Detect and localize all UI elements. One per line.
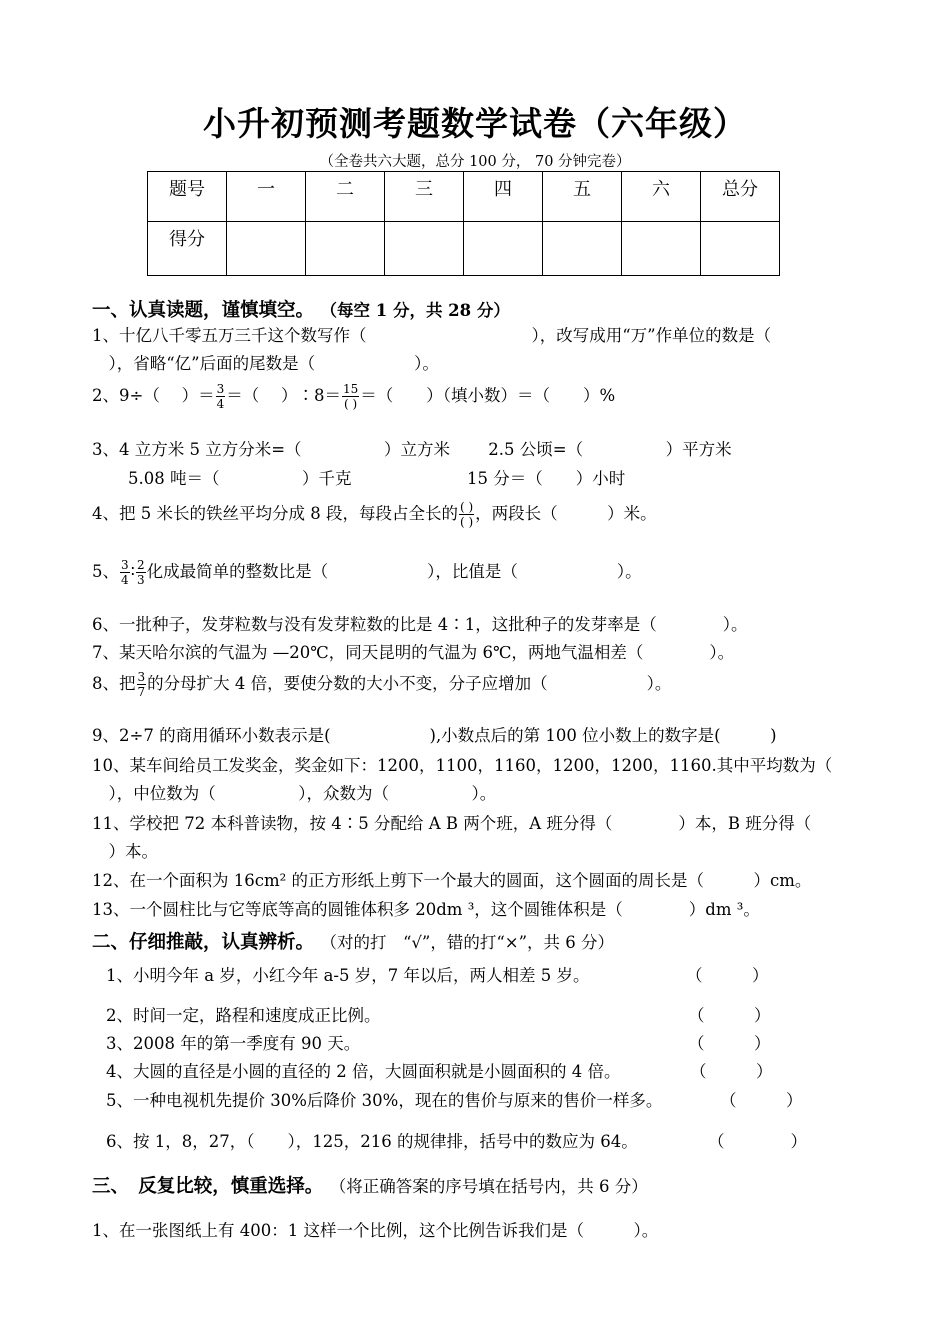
question-9: 9、2÷7 的商用循环小数表示是( ),小数点后的第 100 位小数上的数字是( ) [92,726,777,745]
fraction-denominator: ( ) [344,397,358,411]
fraction [136,558,146,587]
fraction-numerator: 3 [137,670,146,684]
score-header-cell: 题号 [148,172,227,222]
score-table-score-row [148,222,780,276]
fraction-numerator: 2 [136,558,145,572]
ratio-colon: ∶ [130,562,135,581]
question-2-part: 2、9÷（ ）＝ [92,386,215,405]
score-cell[interactable] [543,222,622,276]
question-10-line-2: ），中位数为（ ），众数为（ ）。 [92,784,497,803]
score-header-cell: 四 [464,172,543,222]
question-7: 7、某天哈尔滨的气温为 —20℃，同天昆明的气温为 6℃，两地气温相差（ ）。 [92,643,735,662]
score-cell[interactable] [622,222,701,276]
question-13: 13、一个圆柱比与它等底等高的圆锥体积多 20dm ³，这个圆锥体积是（ ）dm ³。 [92,900,760,919]
answer-blank[interactable]: （ ） [688,1034,771,1053]
question-3-line-2: 5.08 吨＝（ ）千克 15 分＝（ ）小时 [128,469,626,488]
fraction-denominator: 4 [216,397,225,411]
question-12: 12、在一个面积为 16cm² 的正方形纸上剪下一个最大的圆面，这个圆面的周长是（ ）cm。 [92,871,812,890]
question-11-line-2: ）本。 [92,842,158,861]
score-header-cell: 总分 [701,172,780,222]
judge-item-5: 5、一种电视机先提价 30%后降价 30%，现在的售价与原来的售价一样多。 [106,1091,663,1110]
judge-item-3: 3、2008 年的第一季度有 90 天。 [106,1034,361,1053]
score-cell[interactable] [306,222,385,276]
answer-blank[interactable]: （ ） [720,1091,803,1110]
section-2-heading [92,928,614,954]
fraction-denominator: ( ) [459,515,474,529]
question-2-part: ＝（ ）（填小数）＝（ ）% [360,386,616,405]
fraction [459,500,474,529]
section-3-heading [92,1172,648,1198]
fraction-denominator: 7 [137,685,146,699]
section-2-note: （对的打 “√”，错的打“×”，共 6 分） [320,933,615,952]
question-8 [92,670,671,699]
answer-blank[interactable]: （ ） [688,1006,771,1025]
fraction-numerator: 3 [216,382,225,396]
question-4-part: 4、把 5 米长的铁丝平均分成 8 段，每段占全长的 [92,504,458,523]
fraction-numerator: ( ) [459,500,474,514]
score-table-header-row [148,172,780,222]
fraction-numerator: 15 [342,382,359,396]
score-cell[interactable] [385,222,464,276]
question-5-part: 化成最简单的整数比是（ ），比值是（ ）。 [146,562,642,581]
score-cell[interactable] [464,222,543,276]
score-table [147,171,780,276]
score-header-cell: 二 [306,172,385,222]
answer-blank[interactable]: （ ） [690,1062,773,1081]
section-1-heading [92,296,510,322]
question-8-part: 8、把 [92,674,136,693]
judge-item-2: 2、时间一定，路程和速度成正比例。 [106,1006,381,1025]
score-row-label: 得分 [148,222,227,276]
question-6: 6、一批种子，发芽粒数与没有发芽粒数的比是 4∶1，这批种子的发芽率是（ ）。 [92,615,748,634]
question-3-line-1: 3、4 立方米 5 立方分米=（ ）立方米 2.5 公顷=（ ）平方米 [92,440,732,459]
section-2-title: 二、仔细推敲，认真辨析。 [92,932,315,953]
score-cell[interactable] [227,222,306,276]
fraction-denominator: 4 [121,573,129,587]
score-cell[interactable] [701,222,780,276]
question-2-part: ＝（ ）∶8＝ [226,386,341,405]
score-header-cell: 三 [385,172,464,222]
answer-blank[interactable]: （ ） [708,1132,807,1151]
section-1-title: 一、认真读题，谨慎填空。 [92,300,315,321]
fraction [216,382,226,411]
exam-info: （全卷共六大题，总分 100 分， 70 分钟完卷） [319,154,631,170]
section-3-note: （将正确答案的序号填在括号内，共 6 分） [329,1177,648,1196]
question-11-line-1: 11、学校把 72 本科普读物，按 4∶5 分配给 A B 两个班，A 班分得（ ）本，B 班分得（ [92,814,812,833]
question-8-part: 的分母扩大 4 倍，要使分数的大小不变，分子应增加（ ）。 [147,674,672,693]
fraction-numerator: 3 [121,558,129,572]
question-4-part: ，两段长（ ）米。 [475,504,657,523]
fraction [120,558,130,587]
question-5-part: 5、 [92,562,119,581]
question-5 [92,558,642,587]
score-header-cell: 五 [543,172,622,222]
answer-blank[interactable]: （ ） [686,966,769,985]
score-header-cell: 一 [227,172,306,222]
question-2 [92,382,615,411]
fraction [137,670,147,699]
judge-item-1: 1、小明今年 a 岁，小红今年 a-5 岁，7 年以后，两人相差 5 岁。 [106,966,590,985]
question-1-line-1: 1、十亿八千零五万三千这个数写作（ ），改写成用“万”作单位的数是（ [92,326,772,345]
fraction-denominator: 3 [136,573,145,587]
section-3-title: 三、 反复比较，慎重选择。 [92,1176,324,1197]
page-title: 小升初预测考题数学试卷（六年级） [203,104,747,143]
section-1-note: （每空 1 分，共 28 分） [320,301,510,320]
fraction [342,382,359,411]
question-4 [92,500,657,529]
judge-item-6: 6、按 1，8，27，（ ），125，216 的规律排，括号中的数应为 64。 [106,1132,638,1151]
judge-item-4: 4、大圆的直径是小圆的直径的 2 倍，大圆面积就是小圆面积的 4 倍。 [106,1062,621,1081]
choice-question-1: 1、在一张图纸上有 400：1 这样一个比例，这个比例告诉我们是（ ）。 [92,1221,659,1240]
question-1-line-2: ），省略“亿”后面的尾数是（ ）。 [92,354,439,373]
score-header-cell: 六 [622,172,701,222]
question-10-line-1: 10、某车间给员工发奖金，奖金如下：1200，1100，1160，1200，1200，1160.其中平均数为（ [92,756,833,775]
